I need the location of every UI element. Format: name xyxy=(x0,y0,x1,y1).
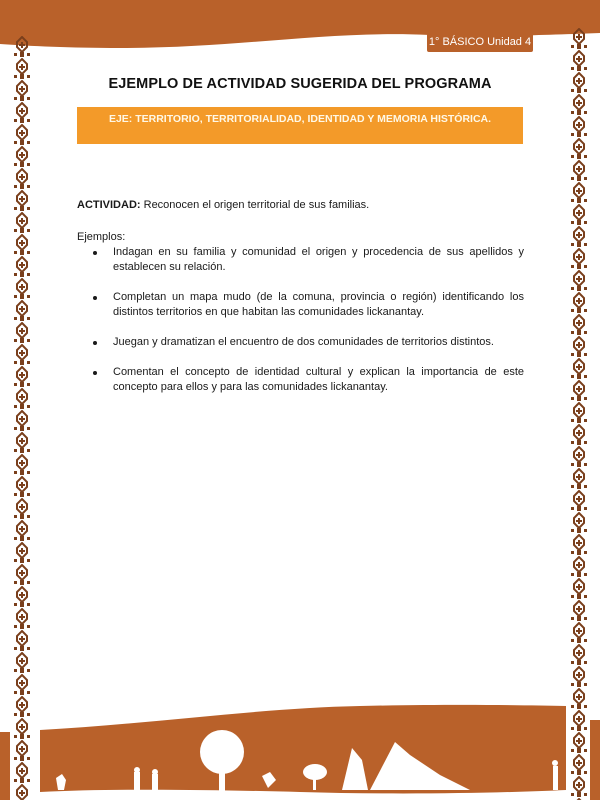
list-item xyxy=(77,245,524,275)
examples-heading: Ejemplos: xyxy=(77,231,126,243)
example-text: Completan un mapa mudo (de la comuna, provincia o región) identificando los distintos territorios en que habitan las comunidades lickanantay. xyxy=(113,291,524,318)
right-pattern-border xyxy=(571,28,587,800)
bullet-icon xyxy=(93,251,97,255)
axis-banner: EJE: TERRITORIO, TERRITORIALIDAD, IDENTIDAD Y MEMORIA HISTÓRICA. xyxy=(77,107,523,144)
bullet-icon xyxy=(93,371,97,375)
example-text: Indagan en su familia y comunidad el origen y procedencia de sus apellidos y establecen su relación. xyxy=(113,246,524,273)
activity-line xyxy=(77,198,524,213)
example-text: Comentan el concepto de identidad cultural y explican la importancia de este concepto para ellos y para las comunidades lickanantay. xyxy=(113,366,524,393)
bullet-icon xyxy=(93,296,97,300)
left-pattern-border xyxy=(14,36,30,800)
page-title: EJEMPLO DE ACTIVIDAD SUGERIDA DEL PROGRAMA xyxy=(108,76,492,92)
bullet-icon xyxy=(93,341,97,345)
footer-landscape-band xyxy=(0,700,600,800)
list-item xyxy=(77,365,524,395)
examples-list xyxy=(77,245,524,395)
list-item xyxy=(77,290,524,320)
example-text: Juegan y dramatizan el encuentro de dos comunidades de territorios distintos. xyxy=(113,336,494,348)
grade-badge: 1° BÁSICO Unidad 4 xyxy=(427,33,533,52)
list-item xyxy=(77,335,524,350)
activity-label: ACTIVIDAD: xyxy=(77,199,141,211)
activity-content xyxy=(77,198,524,410)
activity-text: Reconocen el origen territorial de sus familias. xyxy=(140,199,370,211)
